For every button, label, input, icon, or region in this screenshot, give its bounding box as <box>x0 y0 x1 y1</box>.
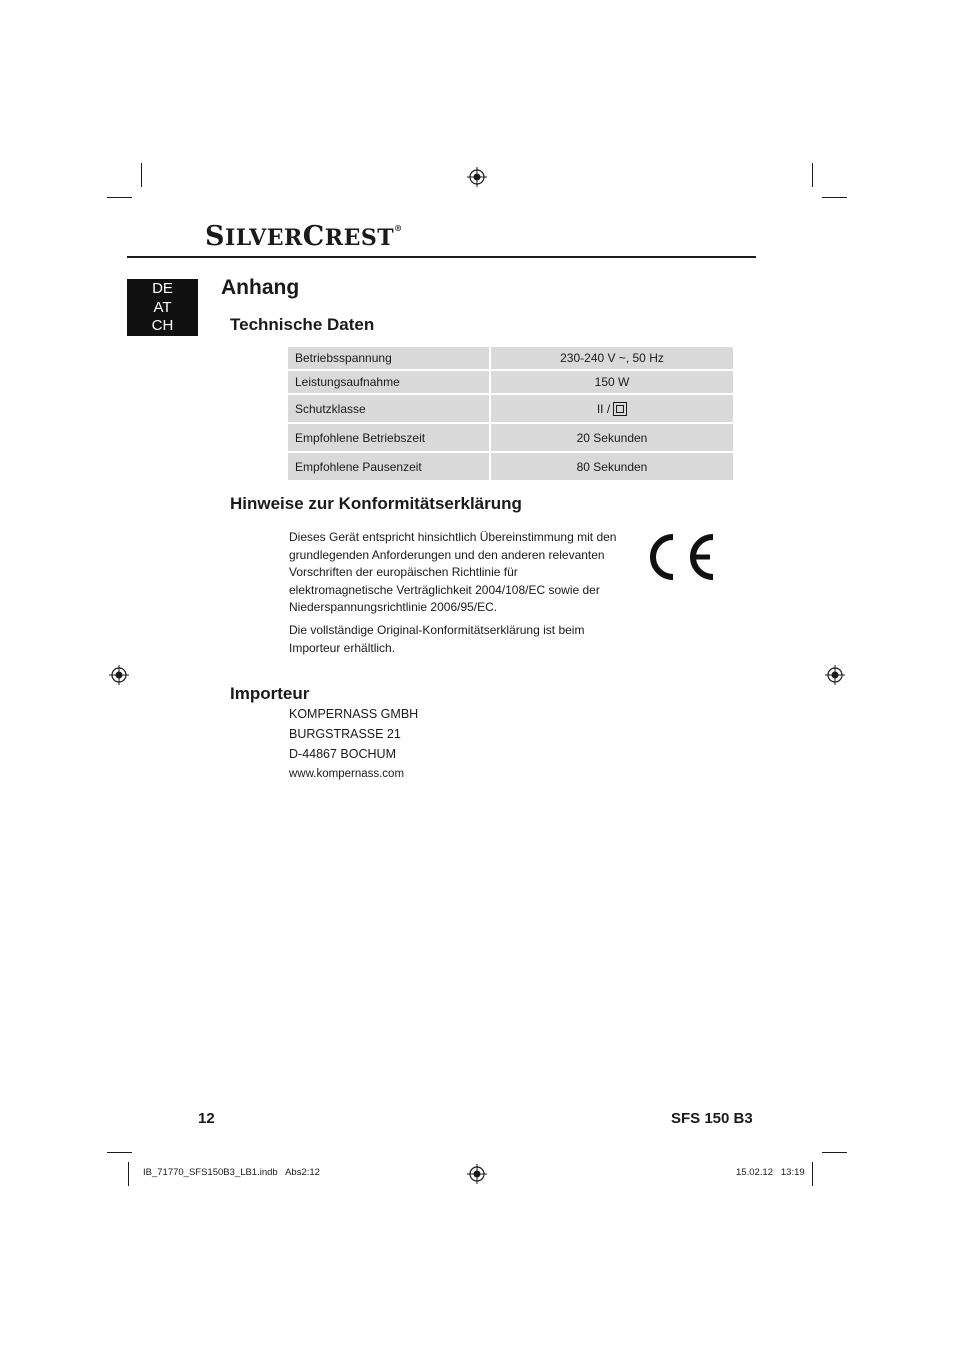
crop-mark <box>107 1152 132 1153</box>
address-line: BURGSTRASSE 21 <box>289 727 401 741</box>
table-row <box>288 424 733 451</box>
spec-value: 20 Sekunden <box>489 424 733 451</box>
header-rule <box>127 256 756 258</box>
registration-mark-icon <box>467 167 487 187</box>
spec-label: Leistungsaufnahme <box>288 371 489 393</box>
print-file-info: IB_71770_SFS150B3_LB1.indb Abs2:12 <box>143 1167 320 1178</box>
conformity-text-2: Die vollständige Original-Konformitätserklärung ist beim Importeur erhältlich. <box>289 623 585 655</box>
spec-label: Empfohlene Pausenzeit <box>288 453 489 480</box>
language-tab <box>127 279 198 336</box>
crop-mark <box>822 1152 847 1153</box>
importer-address <box>289 704 418 784</box>
spec-value-cell <box>489 395 733 422</box>
page-title: Anhang <box>221 276 300 299</box>
spec-value: II / <box>596 401 611 416</box>
crop-mark <box>812 1162 813 1186</box>
address-line: D-44867 BOCHUM <box>289 747 396 761</box>
registration-mark-icon <box>825 665 845 685</box>
conformity-text: Dieses Gerät entspricht hinsichtlich Übereinstimmung mit den grundlegenden Anforderungen und den anderen relevanten Vorschriften der europäischen Richtlinie für elektromagnetische Verträglichkeit 2004/108/EC sowie der Niederspannungsrichtlinie 2006/95/EC. <box>289 530 617 614</box>
language-code: DE <box>152 280 173 297</box>
print-date: 15.02.12 13:19 <box>736 1167 805 1178</box>
crop-mark <box>822 197 847 198</box>
spec-value: 80 Sekunden <box>489 453 733 480</box>
table-row <box>288 371 733 393</box>
table-row <box>288 395 733 422</box>
page-number: 12 <box>198 1110 215 1127</box>
crop-mark <box>141 163 142 187</box>
model-number: SFS 150 B3 <box>671 1110 753 1127</box>
website-link[interactable]: www.kompernass.com <box>289 768 405 780</box>
language-code: CH <box>151 317 174 334</box>
section-heading-tech: Technische Daten <box>230 315 375 334</box>
protection-class-icon <box>613 402 627 416</box>
address-line: KOMPERNASS GMBH <box>289 707 419 721</box>
spec-value: 150 W <box>489 371 733 393</box>
silvercrest-logo: SILVERCREST® <box>205 221 403 252</box>
ce-mark-icon <box>640 529 718 585</box>
spec-label: Schutzklasse <box>288 395 489 422</box>
registration-mark-icon <box>109 665 129 685</box>
crop-mark <box>128 1162 129 1186</box>
crop-mark <box>107 197 132 198</box>
language-code: AT <box>153 298 172 316</box>
section-heading-conformity: Hinweise zur Konformitätserklärung <box>230 494 522 513</box>
crop-mark <box>812 163 813 187</box>
registration-mark-icon <box>467 1164 487 1184</box>
spec-label: Betriebsspannung <box>288 347 489 369</box>
spec-table <box>288 345 733 482</box>
table-row <box>288 347 733 369</box>
spec-label: Empfohlene Betriebszeit <box>288 424 489 451</box>
table-row <box>288 453 733 480</box>
section-heading-importer: Importeur <box>230 684 310 703</box>
spec-value: 230-240 V ~, 50 Hz <box>489 347 733 369</box>
